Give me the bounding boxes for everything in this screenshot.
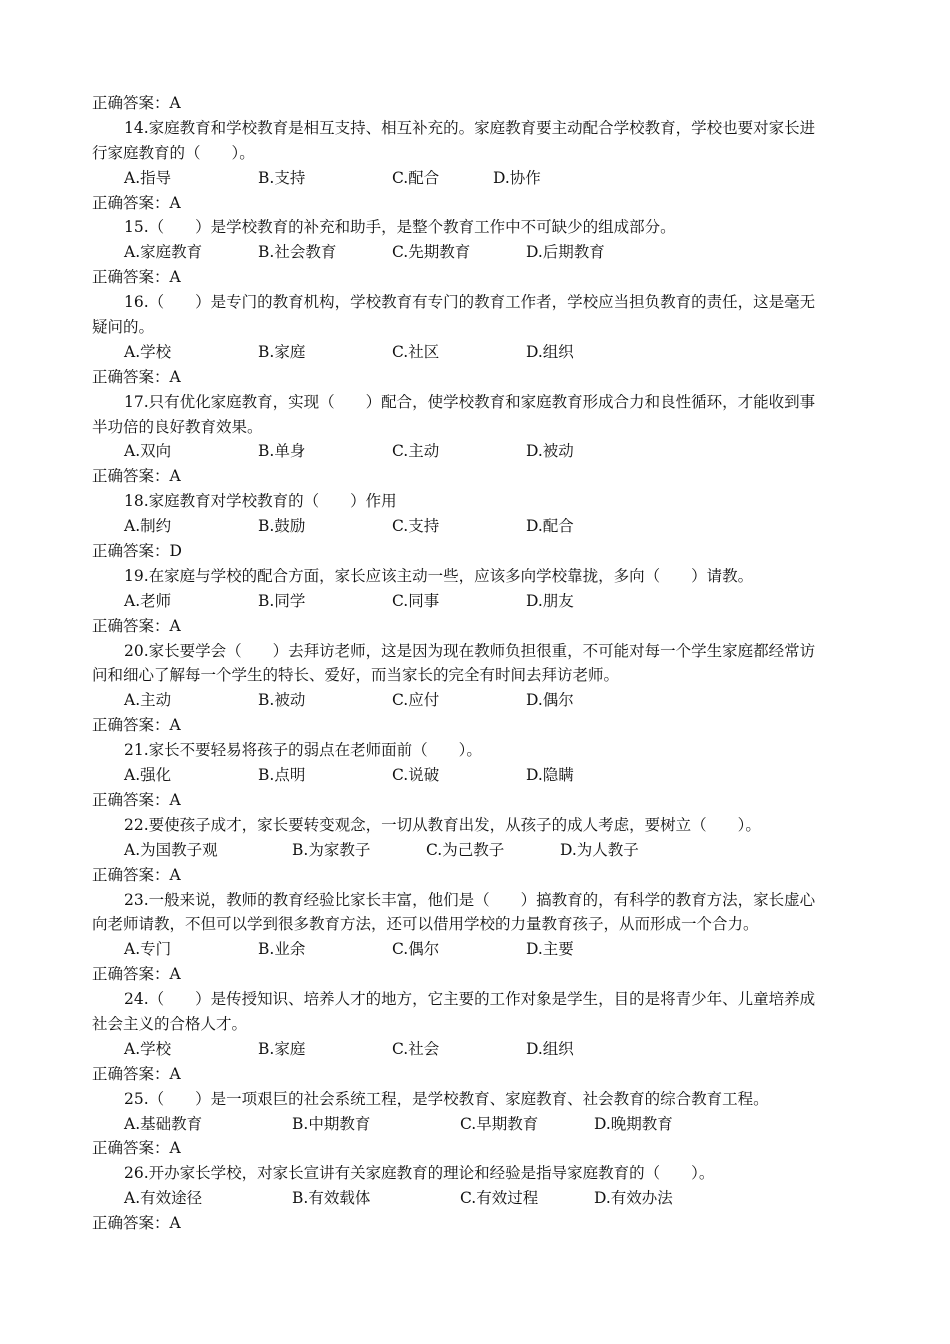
question-block: [92, 489, 862, 564]
answer-line: 正确答案：A: [92, 1064, 181, 1083]
question-stem: 21.家长不要轻易将孩子的弱点在老师面前（ ）。: [124, 741, 482, 760]
option-b: B.支持: [258, 168, 306, 187]
options-row: [92, 340, 862, 365]
option-d: D.组织: [526, 1039, 574, 1058]
answer-line: 正确答案：A: [92, 193, 181, 212]
question-stem: 20.家长要学会（ ）去拜访老师，这是因为现在教师负担很重，不可能对每一个学生家庭都经常访: [124, 641, 816, 660]
option-a: A.老师: [124, 591, 172, 610]
option-a: A.学校: [124, 1039, 172, 1058]
option-c: C.支持: [392, 517, 440, 536]
options-row: [92, 439, 862, 464]
option-c: C.说破: [392, 766, 440, 785]
option-c: C.社区: [392, 342, 440, 361]
option-a: A.强化: [124, 766, 172, 785]
answer-line: 正确答案：A: [92, 1214, 181, 1233]
question-list: [92, 116, 862, 1236]
question-stem-continuation: 疑问的。: [92, 318, 155, 337]
question-stem: 18.家庭教育对学校教育的（ ）作用: [124, 492, 397, 511]
answer-line: 正确答案：A: [92, 965, 181, 984]
option-d: D.被动: [526, 442, 574, 461]
option-a: A.制约: [124, 517, 172, 536]
answer-line: 正确答案：A: [92, 367, 181, 386]
answer-line: 正确答案：A: [92, 467, 181, 486]
option-d: D.晚期教育: [594, 1114, 673, 1133]
option-a: A.为国教子观: [124, 840, 218, 859]
question-stem: 24.（ ）是传授知识、培养人才的地方，它主要的工作对象是学生，目的是将青少年、儿童培养成: [124, 990, 816, 1009]
option-d: D.隐瞒: [526, 766, 574, 785]
option-b: B.家庭: [258, 1039, 306, 1058]
answer-line: 正确答案：A: [92, 616, 181, 635]
option-b: B.家庭: [258, 342, 306, 361]
option-a: A.主动: [124, 691, 172, 710]
question-stem: 25.（ ）是一项艰巨的社会系统工程，是学校教育、家庭教育、社会教育的综合教育工程。: [124, 1089, 769, 1108]
answer-line: 正确答案：A: [92, 790, 181, 809]
option-a: A.学校: [124, 342, 172, 361]
option-b: B.为家教子: [292, 840, 371, 859]
answer-line: 正确答案：A: [92, 865, 181, 884]
option-d: D.主要: [526, 940, 574, 959]
question-stem: 19.在家庭与学校的配合方面，家长应该主动一些，应该多向学校靠拢，多向（ ）请教。: [124, 566, 754, 585]
question-stem-continuation: 半功倍的良好教育效果。: [92, 417, 263, 436]
options-row: [92, 514, 862, 539]
answer-line: 正确答案：A: [92, 716, 181, 735]
option-c: C.偶尔: [392, 940, 440, 959]
question-stem: 15.（ ）是学校教育的补充和助手，是整个教育工作中不可缺少的组成部分。: [124, 218, 676, 237]
option-d: D.有效办法: [594, 1189, 673, 1208]
question-block: [92, 1087, 862, 1162]
question-block: [92, 290, 862, 390]
option-b: B.同学: [258, 591, 306, 610]
option-c: C.为己教子: [426, 840, 505, 859]
options-row: [92, 1112, 862, 1137]
question-block: [92, 116, 862, 216]
option-c: C.配合: [392, 168, 440, 187]
option-c: C.应付: [392, 691, 440, 710]
option-a: A.双向: [124, 442, 172, 461]
options-row: [92, 838, 862, 863]
option-b: B.被动: [258, 691, 306, 710]
option-b: B.业余: [258, 940, 306, 959]
option-d: D.协作: [493, 168, 541, 187]
question-block: [92, 564, 862, 639]
option-b: B.中期教育: [292, 1114, 371, 1133]
question-stem-continuation: 向老师请教，不但可以学到很多教育方法，还可以借用学校的力量教育孩子，从而形成一个合力。: [92, 915, 759, 934]
question-stem-continuation: 社会主义的合格人才。: [92, 1014, 248, 1033]
question-block: [92, 390, 862, 490]
question-block: [92, 987, 862, 1087]
option-d: D.朋友: [526, 591, 574, 610]
document-body: [92, 91, 862, 1236]
question-block: [92, 215, 862, 290]
option-b: B.鼓励: [258, 517, 306, 536]
question-stem-continuation: 行家庭教育的（ ）。: [92, 143, 255, 162]
options-row: [92, 763, 862, 788]
option-a: A.家庭教育: [124, 243, 203, 262]
options-row: [92, 240, 862, 265]
question-stem: 16.（ ）是专门的教育机构，学校教育有专门的教育工作者，学校应当担负教育的责任，这是毫无: [124, 293, 816, 312]
option-c: C.有效过程: [460, 1189, 539, 1208]
option-d: D.组织: [526, 342, 574, 361]
options-row: [92, 688, 862, 713]
question-block: [92, 738, 862, 813]
option-a: A.有效途径: [124, 1189, 203, 1208]
question-block: [92, 639, 862, 739]
option-c: C.早期教育: [460, 1114, 539, 1133]
question-stem: 22.要使孩子成才，家长要转变观念，一切从教育出发，从孩子的成人考虑，要树立（ ）。: [124, 815, 761, 834]
option-d: D.为人教子: [560, 840, 639, 859]
option-b: B.单身: [258, 442, 306, 461]
answer-line: 正确答案：A: [92, 1139, 181, 1158]
answer-line: 正确答案：A: [92, 94, 181, 112]
options-row: [92, 1186, 862, 1211]
option-a: A.基础教育: [124, 1114, 203, 1133]
option-c: C.社会: [392, 1039, 440, 1058]
question-stem-continuation: 问和细心了解每一个学生的特长、爱好，而当家长的完全有时间去拜访老师。: [92, 666, 620, 685]
question-stem: 17.只有优化家庭教育，实现（ ）配合，使学校教育和家庭教育形成合力和良性循环，才能收到事: [124, 392, 816, 411]
option-b: B.有效载体: [292, 1189, 371, 1208]
option-b: B.点明: [258, 766, 306, 785]
options-row: [92, 589, 862, 614]
answer-line: 正确答案：D: [92, 542, 182, 561]
option-d: D.偶尔: [526, 691, 574, 710]
option-c: C.同事: [392, 591, 440, 610]
question-stem: 26.开办家长学校，对家长宣讲有关家庭教育的理论和经验是指导家庭教育的（ ）。: [124, 1164, 715, 1183]
question-stem: 14.家庭教育和学校教育是相互支持、相互补充的。家庭教育要主动配合学校教育，学校也要对家长进: [124, 118, 816, 137]
option-b: B.社会教育: [258, 243, 337, 262]
answer-line: 正确答案：A: [92, 268, 181, 287]
option-d: D.配合: [526, 517, 574, 536]
option-a: A.专门: [124, 940, 172, 959]
question-block: [92, 813, 862, 888]
question-block: [92, 1161, 862, 1236]
question-stem: 23.一般来说，教师的教育经验比家长丰富，他们是（ ）搞教育的，有科学的教育方法，家长虚心: [124, 890, 816, 909]
options-row: [92, 1037, 862, 1062]
question-block: [92, 888, 862, 988]
option-a: A.指导: [124, 168, 172, 187]
options-row: [92, 937, 862, 962]
option-c: C.主动: [392, 442, 440, 461]
option-c: C.先期教育: [392, 243, 471, 262]
option-d: D.后期教育: [526, 243, 605, 262]
options-row: [92, 166, 862, 191]
